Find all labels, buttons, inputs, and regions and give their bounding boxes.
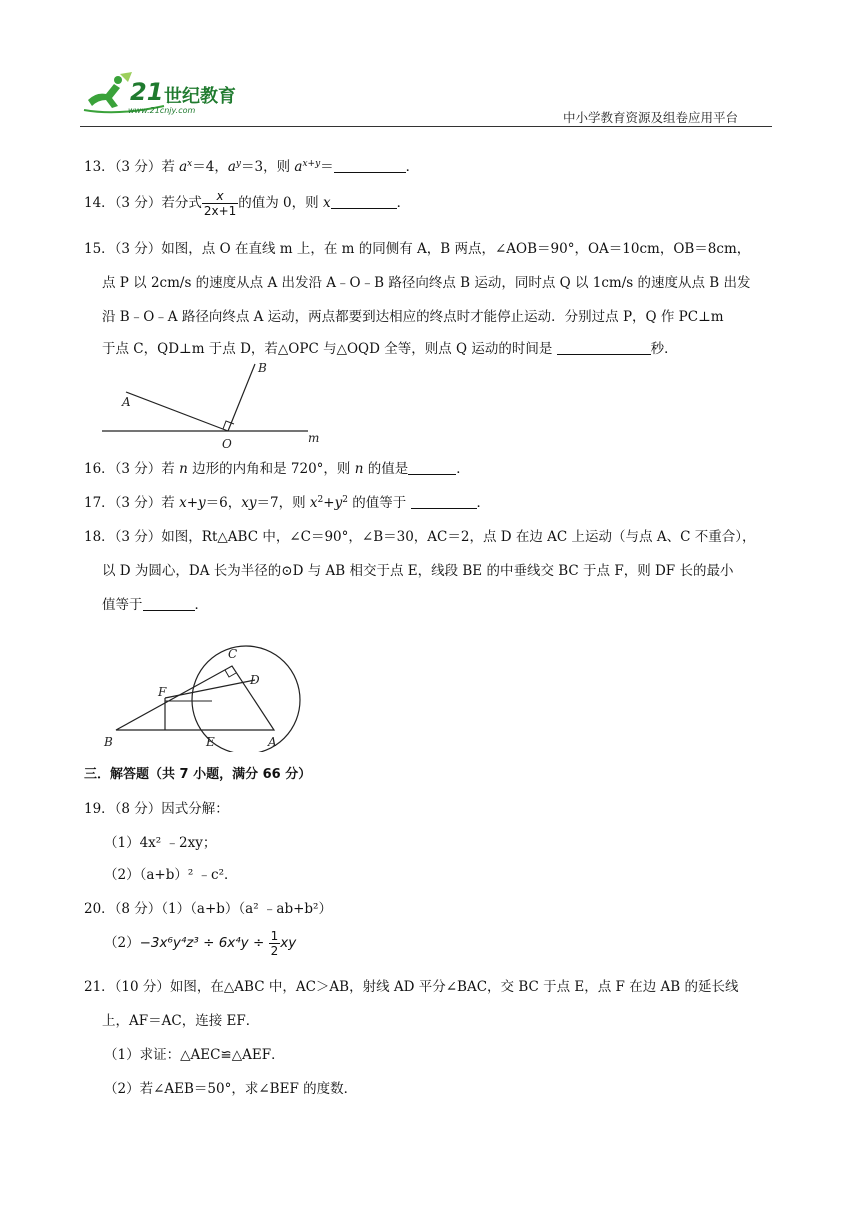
logo-url: www.21cnjy.com [128, 106, 196, 115]
platform-title: 中小学教育资源及组卷应用平台 [562, 110, 738, 125]
answer-blank[interactable] [557, 340, 651, 355]
question-18-line-2: 以 D 为圆心，DA 长为半径的⊙D 与 AB 相交于点 E，线段 BE 的中垂线交 BC 于点 F，则 DF 长的最小 [102, 563, 734, 579]
figure-q18 [100, 630, 310, 752]
label-O: O [222, 437, 232, 450]
logo [78, 70, 258, 118]
label-A: A [268, 735, 277, 749]
question-19-part-2: （2）（a+b）² ﹣c²． [104, 867, 238, 883]
answer-blank[interactable] [334, 158, 406, 173]
label-m: m [308, 431, 320, 445]
figure-q15 [100, 358, 330, 450]
question-15-line-3: 沿 B﹣O﹣A 路径向终点 A 运动，两点都要到达相应的终点时才能停止运动．分别过点 P，Q 作 PC⊥m [102, 309, 724, 325]
label-F: F [158, 685, 167, 699]
question-21-part-2: （2）若∠AEB＝50°，求∠BEF 的度数． [104, 1081, 358, 1097]
question-15-line-2: 点 P 以 2cm/s 的速度从点 A 出发沿 A﹣O﹣B 路径向终点 B 运动，同时点 Q 以 1cm/s 的速度从点 B 出发 [102, 275, 751, 291]
question-21-line-2: 上，AF＝AC，连接 EF． [102, 1013, 260, 1029]
question-14: 14．（3 分）若分式 $\frac{x}{2x+1}$ 的值为 0，则 x ． [84, 189, 411, 218]
header-divider [80, 126, 772, 127]
label-C: C [228, 647, 238, 661]
label-D: D [250, 673, 260, 687]
question-17: 17．（3 分）若 x+y＝6，xy＝7，则 $x^2+y^2$ 的值等于 ． [84, 495, 491, 511]
question-21-part-1: （1）求证：△AEC≌△AEF． [104, 1047, 285, 1063]
answer-blank[interactable] [331, 194, 397, 209]
answer-blank[interactable] [408, 460, 456, 475]
question-18-line-1: 18．（3 分）如图，Rt△ABC 中，∠C＝90°，∠B＝30，AC＝2，点 D 在边 AC 上运动（与点 A、C 不重合）， [84, 529, 756, 545]
question-20-part-1: 20．（8 分）（1）（a+b）（a² ﹣ab+b²） [84, 901, 332, 917]
question-16: 16．（3 分）若 n 边形的内角和是 720°，则 n 的值是 ． [84, 461, 470, 477]
logo-text: 世纪教育 [164, 86, 236, 107]
question-19: 19．（8 分）因式分解： [84, 801, 229, 817]
fraction: $\frac{x}{2x+1}$ [203, 189, 237, 218]
section-heading: 三．解答题（共 7 小题，满分 66 分） [84, 767, 312, 782]
logo-number: 21 [130, 78, 164, 106]
question-18-line-3: 值等于 ． [102, 597, 208, 613]
question-19-part-1: （1）4x² ﹣2xy； [104, 835, 217, 851]
label-B: B [258, 361, 267, 375]
question-15-line-4: 于点 C，QD⊥m 于点 D，若△OPC 与△OQD 全等，则点 Q 运动的时间是 秒． [102, 341, 678, 357]
fraction-half: $\frac{1}{2}$ [270, 929, 279, 958]
question-13: 13．（3 分）若 $a^x=4$，$a^y=3$，则 $a^{x+y}=$ ． [84, 159, 420, 175]
label-A: A [122, 395, 131, 409]
label-B: B [104, 735, 113, 749]
answer-blank[interactable] [143, 596, 195, 611]
question-20-part-2: （2）−3x⁶y⁴z³ ÷ 6x⁴y ÷ $\frac{1}{2}$ xy [104, 929, 297, 958]
label-E: E [206, 735, 215, 749]
question-21-line-1: 21．（10 分）如图，在△ABC 中，AC＞AB，射线 AD 平分∠BAC，交 BC 于点 E，点 F 在边 AB 的延长线 [84, 979, 739, 995]
answer-blank[interactable] [411, 494, 477, 509]
question-15-line-1: 15．（3 分）如图，点 O 在直线 m 上，在 m 的同侧有 A，B 两点，∠AOB＝90°，OA＝10cm，OB＝8cm， [84, 241, 751, 257]
